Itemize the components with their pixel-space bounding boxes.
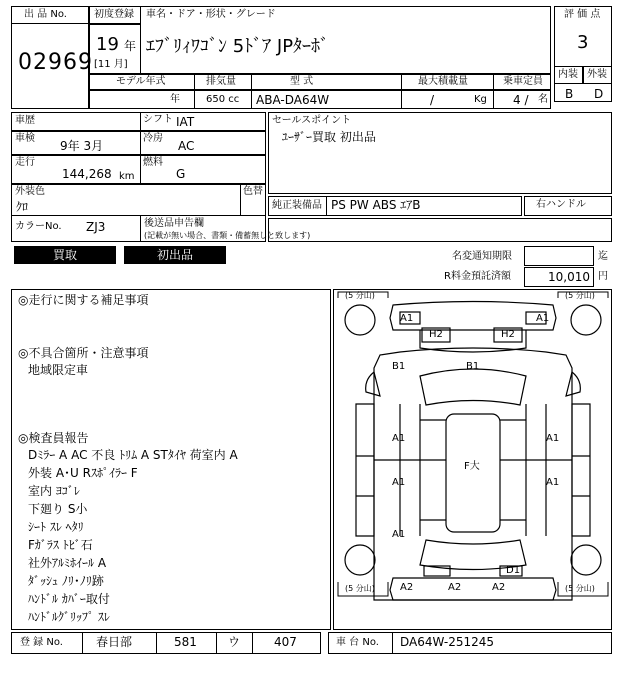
recycle-unit: 円 <box>598 271 608 282</box>
name-change-unit: 迄 <box>598 251 608 262</box>
score-box <box>554 6 612 102</box>
exterior-grade: D <box>594 87 604 101</box>
car-name-label: 車名・ドア・形状・グレード <box>146 9 276 20</box>
driving-remarks-title: ◎走行に関する補足事項 <box>18 293 149 307</box>
score-value: 3 <box>577 32 589 53</box>
capacity-label: 乗車定員 <box>503 76 543 87</box>
spec-col-divider <box>194 74 195 109</box>
damage-mark: A1 <box>536 313 550 324</box>
name-change-label: 名変通知期限 <box>452 251 512 262</box>
damage-mark: F大 <box>464 461 480 472</box>
mileage-unit: km <box>119 171 135 182</box>
damage-mark: A1 <box>392 529 406 540</box>
reg-area: 春日部 <box>96 635 133 649</box>
damage-mark: A1 <box>546 477 560 488</box>
equipment-value: PS PW ABS ｴｱB <box>331 198 421 212</box>
tire-label-front-left: (5 分山) <box>345 291 375 300</box>
color-change-label: 色替 <box>243 186 263 197</box>
capacity-unit: 名 <box>538 94 548 105</box>
post-col-divider <box>140 216 141 242</box>
lot-number-label: 出 品 No. <box>24 9 67 20</box>
interior-label: 内装 <box>558 69 578 80</box>
blank-extra-box <box>268 218 612 242</box>
damage-mark: D1 <box>506 565 521 576</box>
spec-col-divider <box>493 74 494 109</box>
damage-mark: H2 <box>429 329 443 340</box>
post-label: 後送品申告欄 <box>144 218 204 229</box>
inspector-line: 下廻り S小 <box>28 502 88 516</box>
chassis-label: 車 台 No. <box>336 637 379 648</box>
inspector-line: ﾀﾞｯｼｭ ﾉﾘ･ﾉﾘ跡 <box>28 574 104 588</box>
first-reg-month: [11 月] <box>94 59 128 70</box>
damage-mark: A1 <box>546 433 560 444</box>
reg-divider <box>252 632 253 654</box>
mileage-row <box>11 155 266 184</box>
spec-col-divider <box>251 74 252 109</box>
defects-text: 地域限定車 <box>28 363 89 377</box>
inspector-line: ﾊﾝﾄﾞﾙｸﾞﾘｯﾌﾟ ｽﾚ <box>28 610 110 624</box>
color-no-value: ZJ3 <box>86 220 106 234</box>
displacement: 650 cc <box>206 94 240 105</box>
model-year-label: モデル年式 <box>116 76 166 87</box>
reg-number: 407 <box>274 635 297 649</box>
inspection-label: 車検 <box>15 133 35 144</box>
inspector-line: Dﾐﾗｰ A AC 不良 ﾄﾘﾑ A STﾀｲﾔ 荷室内 A <box>28 448 238 462</box>
mileage-label: 走行 <box>15 157 35 168</box>
color-no-label: カラーNo. <box>15 221 62 232</box>
tire-label-front-right: (5 分山) <box>565 291 595 300</box>
damage-mark: A1 <box>392 433 406 444</box>
fuel-value: G <box>176 167 186 181</box>
ac-value: AC <box>178 139 195 153</box>
inspection-row <box>11 131 266 155</box>
car-name: ｴﾌﾞﾘｨﾜｺﾞﾝ 5ﾄﾞｱ JPﾀｰﾎﾞ <box>146 36 330 57</box>
reg-divider <box>216 632 217 654</box>
shift-label: シフト <box>143 114 173 125</box>
model-year-unit: 年 <box>170 94 180 105</box>
mileage-value: 144,268 <box>62 167 112 181</box>
recycle-value: 10,010 <box>548 270 590 284</box>
lot-number: 02969 <box>18 50 93 75</box>
tire-label-rear-left: (5 分山) <box>345 584 375 593</box>
spec-col-divider <box>401 74 402 109</box>
ext-color-value: ｸﾛ <box>16 200 29 214</box>
damage-mark: H2 <box>501 329 515 340</box>
first-reg-year-unit: 年 <box>124 39 137 53</box>
defects-title: ◎不具合箇所・注意事項 <box>18 346 149 360</box>
fuel-label: 燃料 <box>143 157 163 168</box>
inspector-line: 社外ｱﾙﾐﾎｲｰﾙ A <box>28 556 107 570</box>
reg-divider <box>156 632 157 654</box>
sales-point-label: セールスポイント <box>272 115 352 126</box>
color-row <box>11 184 266 216</box>
displacement-label: 排気量 <box>206 76 236 87</box>
name-change-box <box>524 246 594 266</box>
equipment-label: 純正装備品 <box>272 200 322 211</box>
max-load-unit: Kg <box>474 94 487 105</box>
diagram-box <box>333 289 612 630</box>
color-change-divider <box>240 184 241 216</box>
reg-kana: ウ <box>228 635 241 649</box>
tire-label-rear-right: (5 分山) <box>565 584 595 593</box>
history-label: 車歴 <box>15 115 35 126</box>
max-load-value: / <box>430 93 435 107</box>
damage-mark: B1 <box>466 361 480 372</box>
first-listing-badge: 初出品 <box>124 246 226 264</box>
shift-value: IAT <box>176 115 195 129</box>
details-col-divider <box>140 112 141 184</box>
recycle-label: R料金預託済額 <box>444 271 511 282</box>
purchase-badge: 買取 <box>14 246 116 264</box>
inspector-title: ◎検査員報告 <box>18 431 89 445</box>
first-reg-label: 初度登録 <box>94 9 134 20</box>
max-load-label: 最大積載量 <box>418 76 468 87</box>
inspector-line: 外装 A･U Rｽﾎﾟｲﾗｰ F <box>28 466 138 480</box>
inspection-value: 9年 3月 <box>60 139 104 153</box>
ac-label: 冷房 <box>143 133 163 144</box>
steering-value: 右ハンドル <box>536 199 586 210</box>
damage-mark: A2 <box>492 582 506 593</box>
reg-no-label: 登 録 No. <box>20 637 63 648</box>
inspector-line: ﾊﾝﾄﾞﾙ ｶﾊﾞｰ取付 <box>28 592 110 606</box>
damage-mark: B1 <box>392 361 406 372</box>
damage-mark: A2 <box>400 582 414 593</box>
reg-divider <box>82 632 83 654</box>
model-code: ABA-DA64W <box>256 93 330 107</box>
inspector-line: 室内 ﾖｺﾞﾚ <box>28 484 80 498</box>
ext-color-label: 外装色 <box>15 186 45 197</box>
damage-mark: A1 <box>400 313 414 324</box>
history-row <box>11 112 266 131</box>
reg-class: 581 <box>174 635 197 649</box>
damage-mark: A2 <box>448 582 462 593</box>
capacity-value: 4 / <box>513 93 529 107</box>
inspector-line: ｼｰﾄ ｽﾚ ﾍﾀﾘ <box>28 520 84 534</box>
first-reg-year: 19 <box>96 34 119 55</box>
score-label: 評 価 点 <box>564 9 601 20</box>
inspector-line: Fｶﾞﾗｽ ﾄﾋﾞ石 <box>28 538 93 552</box>
equipment-divider <box>326 196 327 216</box>
type-label: 型 式 <box>290 76 314 87</box>
chassis-number: DA64W-251245 <box>400 635 495 649</box>
post-note: (記載が無い場合、書類・備蓄無しと致します) <box>144 231 311 240</box>
sales-point-text: ﾕｰｻﾞｰ買取 初出品 <box>282 130 376 144</box>
damage-mark: A1 <box>392 477 406 488</box>
interior-grade: B <box>565 87 574 101</box>
chassis-divider <box>392 632 393 654</box>
exterior-label: 外装 <box>587 69 607 80</box>
